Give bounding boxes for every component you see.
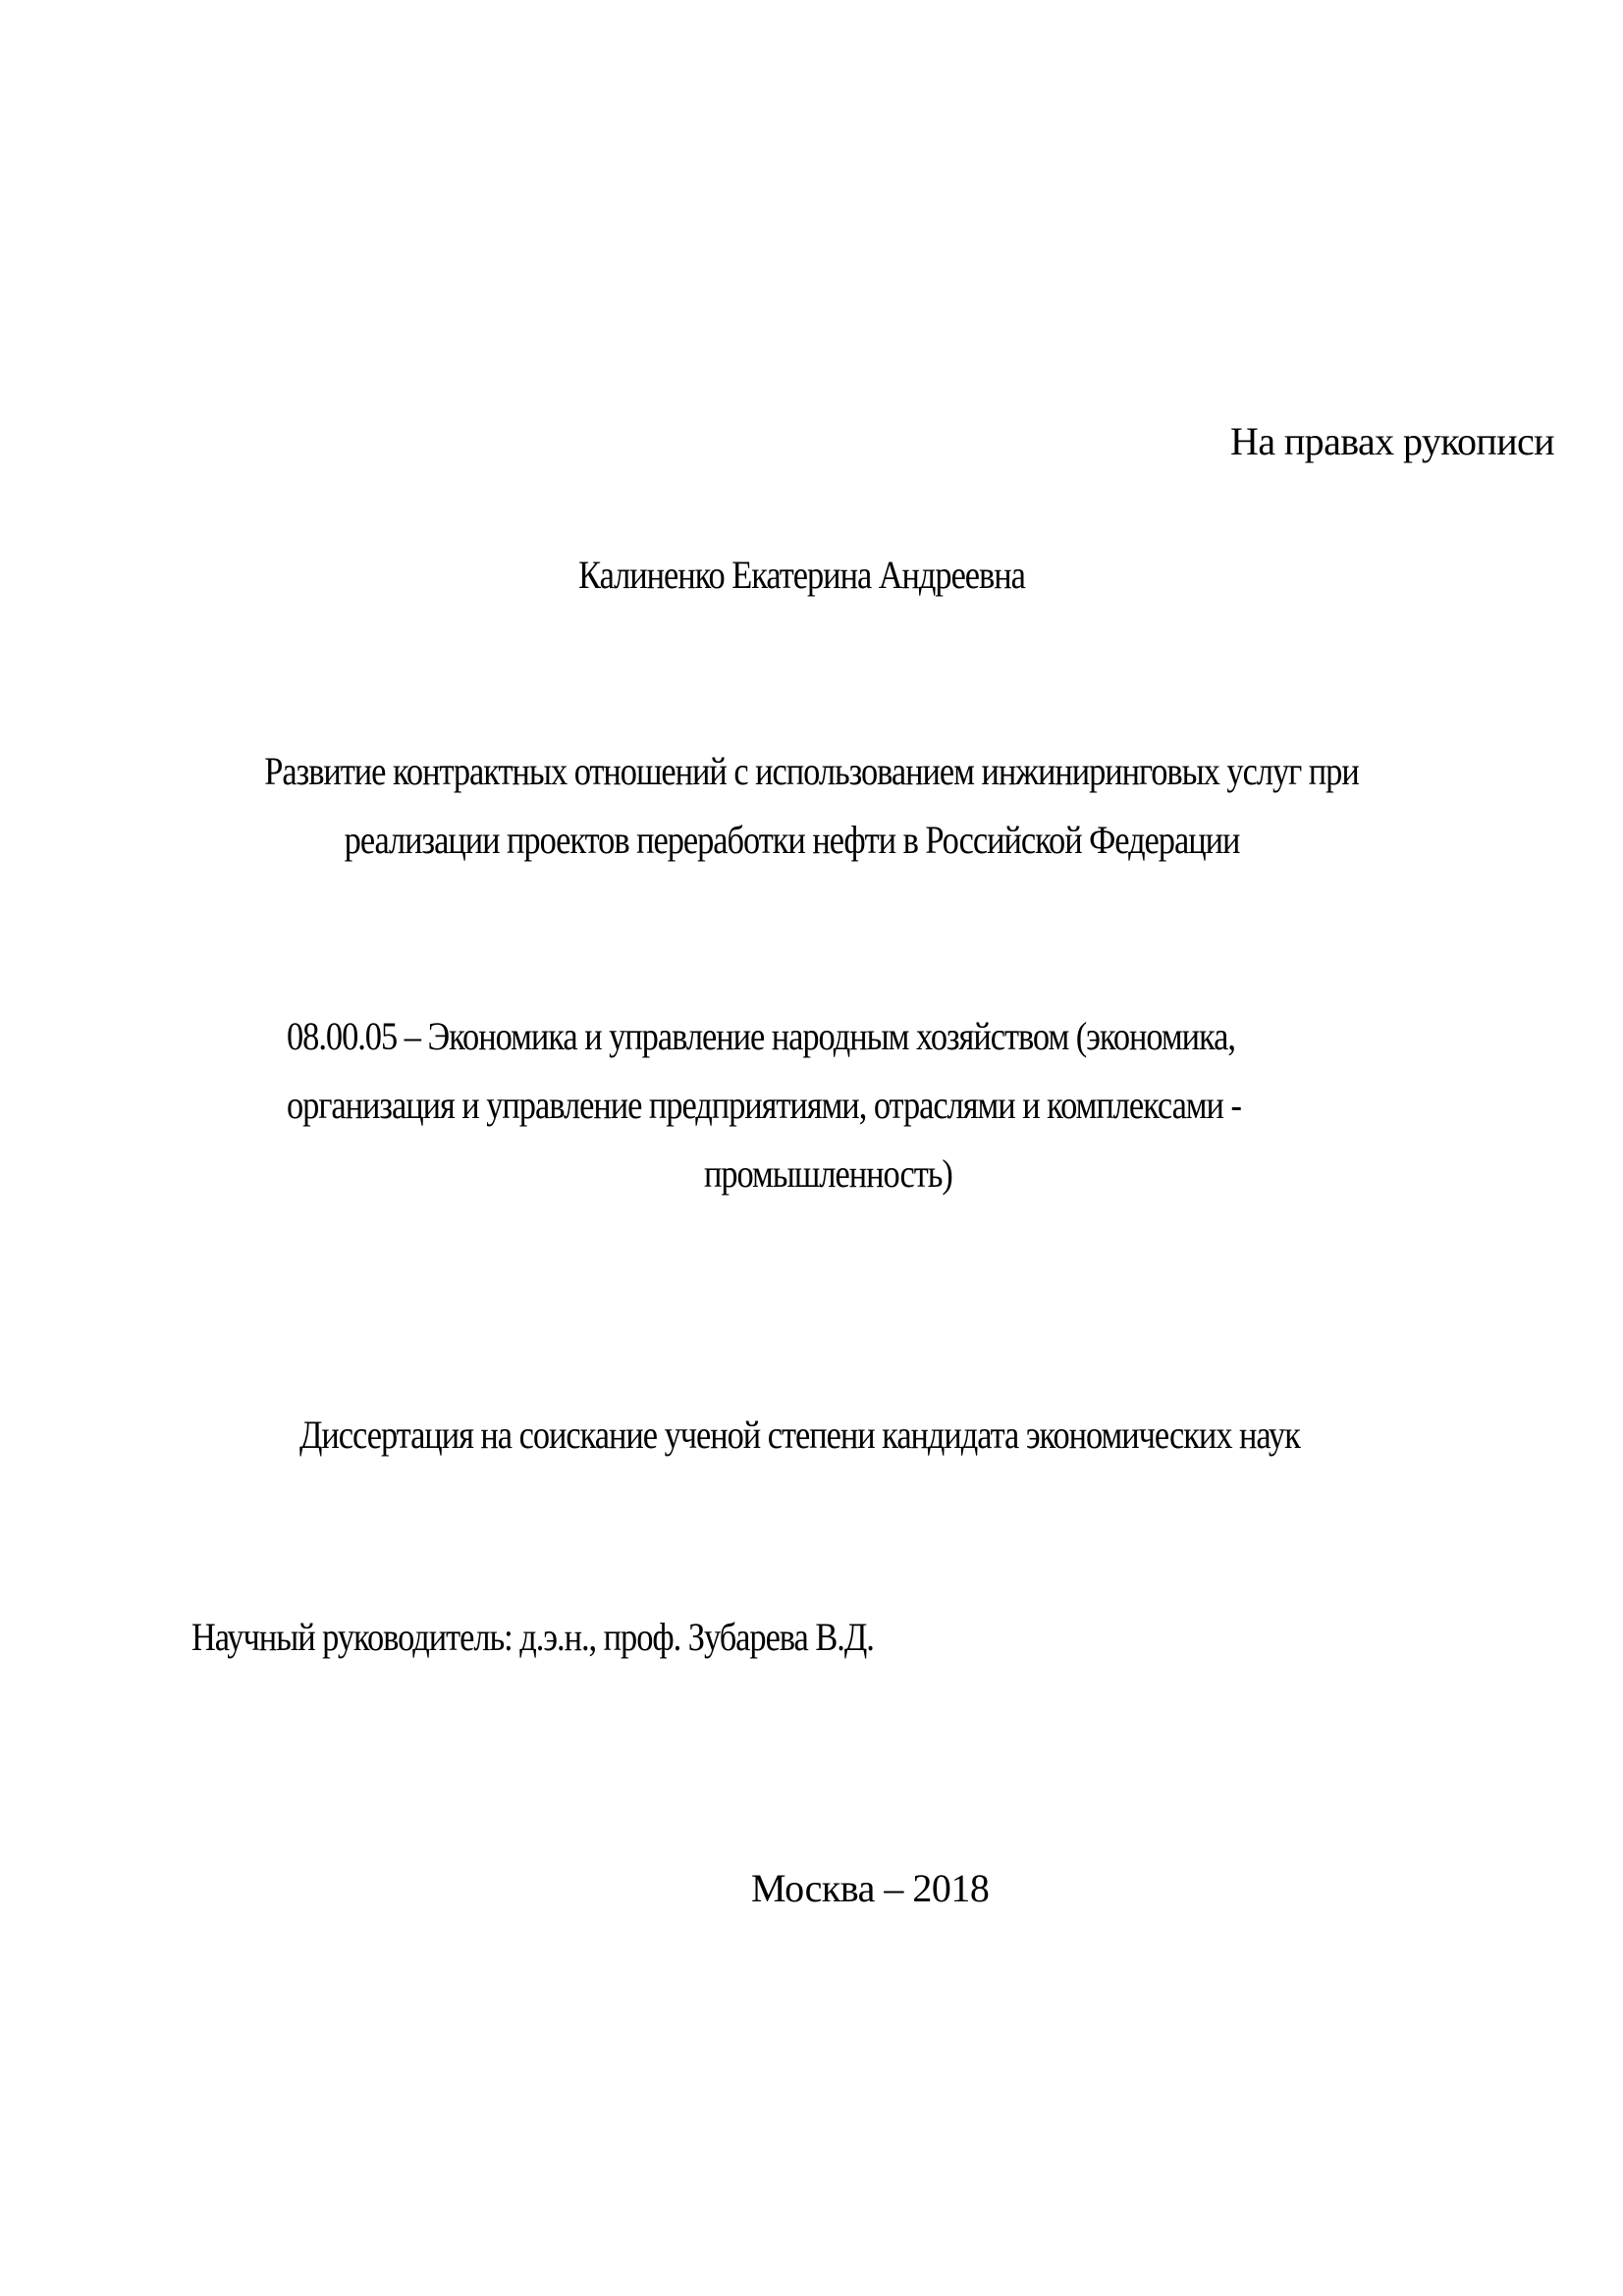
title-line-2: реализации проектов переработки нефти в Российской Федерации <box>344 818 1240 862</box>
author-name: Калиненко Екатерина Андреевна <box>578 553 1025 597</box>
degree-statement: Диссертация на соискание ученой степени кандидата экономических наук <box>299 1413 1300 1457</box>
specialty-line-2: организация и управление предприятиями, отраслями и комплексами - <box>287 1083 1241 1127</box>
specialty-line-1: 08.00.05 – Экономика и управление народным хозяйством (экономика, <box>287 1014 1235 1058</box>
specialty-line-3: промышленность) <box>704 1151 952 1196</box>
title-line-1: Развитие контрактных отношений с использованием инжиниринговых услуг при <box>264 749 1359 793</box>
city-year: Москва – 2018 <box>751 1866 990 1910</box>
scientific-supervisor: Научный руководитель: д.э.н., проф. Зубарева В.Д. <box>191 1615 874 1659</box>
manuscript-note: На правах рукописи <box>1230 419 1554 463</box>
